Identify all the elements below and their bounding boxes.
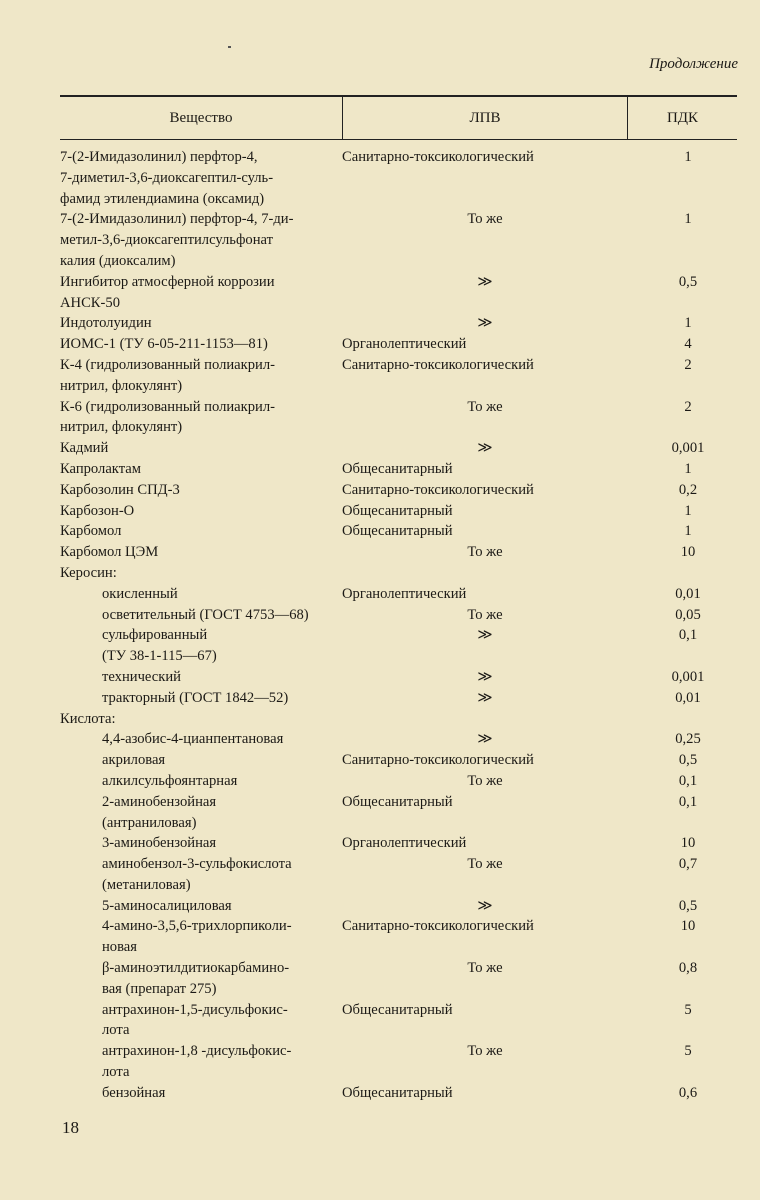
pdk-cell: 0,05 [675, 606, 701, 623]
pdk-cell: 10 [680, 544, 696, 561]
page-number: 18 [62, 1118, 79, 1137]
lpv-cell: Общесанитарный [342, 502, 453, 519]
continuation-label: Продолжение [649, 56, 738, 72]
substance-cell [60, 605, 342, 626]
table-row [60, 958, 740, 1000]
pdk-cell: 0,1 [678, 627, 698, 644]
substance-line: (ТУ 38-1-115—67) [102, 648, 217, 665]
substance-line: вая (препарат 275) [102, 980, 217, 997]
table-row [60, 709, 740, 730]
substance-cell [60, 688, 342, 709]
pdk-cell: 0,7 [678, 856, 698, 873]
substance-line: Карбозон-О [60, 502, 135, 519]
lpv-cell: Общесанитарный [342, 793, 453, 810]
table-row [60, 147, 740, 209]
substance-line: Карбозолин СПД-3 [60, 481, 180, 498]
table-row [60, 729, 740, 750]
lpv-cell: То же [467, 606, 503, 623]
substance-line: Индотолуидин [60, 315, 152, 332]
table-row [60, 605, 740, 626]
table-row [60, 438, 740, 459]
substance-cell [60, 792, 342, 834]
substance-cell [60, 272, 342, 314]
substance-cell [60, 896, 342, 917]
table-row [60, 854, 740, 896]
lpv-cell: Органолептический [342, 835, 467, 852]
substance-cell [60, 209, 342, 271]
pdk-cell: 1 [684, 523, 692, 540]
substance-line: Капролактам [60, 460, 141, 477]
lpv-cell: ≫ [477, 668, 493, 685]
table-row [60, 584, 740, 605]
substance-cell [60, 313, 342, 334]
substance-cell [60, 397, 342, 439]
substance-line: 7-(2-Имидазолинил) перфтор-4, [60, 149, 258, 165]
pdk-cell: 0,25 [675, 731, 701, 748]
pdk-cell: 0,1 [678, 793, 698, 810]
table-row [60, 688, 740, 709]
substance-cell [60, 771, 342, 792]
substance-line: К-6 (гидролизованный полиакрил- [60, 398, 275, 415]
pdk-cell: 0,001 [671, 668, 705, 685]
substance-cell [60, 584, 342, 605]
lpv-cell: ≫ [477, 731, 493, 748]
table-row [60, 313, 740, 334]
table-row [60, 1041, 740, 1083]
lpv-cell: ≫ [477, 627, 493, 644]
substance-cell [60, 667, 342, 688]
table-row [60, 334, 740, 355]
substance-line: К-4 (гидролизованный полиакрил- [60, 356, 275, 373]
table-row [60, 459, 740, 480]
substance-line: 7-диметил-3,6-диоксагептил-суль- [60, 169, 274, 186]
substance-cell [60, 355, 342, 397]
lpv-cell: То же [467, 960, 503, 977]
substance-line: антрахинон-1,8 -дисульфокис- [102, 1043, 292, 1060]
substance-cell [60, 563, 342, 584]
substance-cell [60, 750, 342, 771]
lpv-cell: Общесанитарный [342, 460, 453, 477]
substance-cell [60, 833, 342, 854]
pdk-cell: 5 [684, 1001, 692, 1018]
table-row [60, 209, 740, 271]
print-speck [228, 46, 231, 48]
lpv-cell [342, 563, 628, 584]
pdk-cell: 2 [684, 356, 692, 373]
pdk-cell: 0,1 [678, 772, 698, 789]
substance-cell [60, 709, 342, 730]
lpv-cell: Санитарно-токсикологический [342, 149, 534, 165]
lpv-cell: То же [467, 544, 503, 561]
substance-cell [60, 1000, 342, 1042]
substance-line: Карбомол [60, 523, 122, 540]
substance-line: (антраниловая) [102, 814, 197, 831]
pdk-cell: 0,5 [678, 273, 698, 290]
lpv-cell: Органолептический [342, 336, 467, 353]
pdk-cell: 0,6 [678, 1084, 698, 1101]
lpv-cell: Санитарно-токсикологический [342, 481, 534, 498]
table-row [60, 833, 740, 854]
substance-line: метил-3,6-диоксагептилсульфонат [60, 232, 274, 249]
pdk-cell: 0,001 [671, 440, 705, 457]
table-row [60, 625, 740, 667]
substance-line: фамид этилендиамина (оксамид) [60, 190, 265, 207]
pdk-cell: 4 [684, 336, 692, 353]
substance-line: ИОМС-1 (ТУ 6-05-211-1153—81) [60, 336, 268, 353]
table-row [60, 272, 740, 314]
substance-line: акриловая [102, 752, 166, 769]
table-row [60, 501, 740, 522]
substance-cell [60, 958, 342, 1000]
pdk-cell: 10 [680, 835, 696, 852]
substance-line: Керосин: [60, 564, 117, 581]
lpv-cell: То же [467, 856, 503, 873]
substance-cell [60, 1083, 342, 1104]
substance-line: сульфированный [102, 627, 208, 644]
substance-line: антрахинон-1,5-дисульфокис- [102, 1001, 288, 1018]
pdk-cell: 5 [684, 1043, 692, 1060]
substance-line: Кадмий [60, 440, 109, 457]
table-row [60, 563, 740, 584]
substance-line: (метаниловая) [102, 876, 191, 893]
lpv-cell: ≫ [477, 440, 493, 457]
pdk-cell: 1 [684, 149, 692, 165]
pdk-cell: 10 [680, 918, 696, 935]
lpv-cell: Общесанитарный [342, 523, 453, 540]
pdk-cell [628, 709, 740, 730]
substance-line: технический [102, 668, 181, 685]
substance-line: 5-аминосалициловая [102, 897, 232, 914]
substance-line: β-аминоэтилдитиокарбамино- [102, 960, 290, 977]
pdk-cell: 0,8 [678, 960, 698, 977]
lpv-cell: Санитарно-токсикологический [342, 356, 534, 373]
pdk-cell: 0,01 [675, 585, 701, 602]
pdk-cell: 2 [684, 398, 692, 415]
table-body [60, 147, 740, 1104]
substance-line: бензойная [102, 1084, 166, 1101]
substance-cell [60, 916, 342, 958]
substance-cell [60, 480, 342, 501]
substance-cell [60, 438, 342, 459]
substance-cell [60, 729, 342, 750]
pdk-cell: 1 [684, 502, 692, 519]
substance-line: нитрил, флокулянт) [60, 419, 183, 436]
pdk-cell: 0,2 [678, 481, 698, 498]
substance-line: нитрил, флокулянт) [60, 377, 183, 394]
substance-line: алкилсульфоянтарная [102, 772, 238, 789]
substance-cell [60, 334, 342, 355]
pdk-cell [628, 563, 740, 584]
lpv-cell: Общесанитарный [342, 1084, 453, 1101]
substance-line: АНСК-50 [60, 294, 120, 311]
substance-cell [60, 147, 342, 209]
header-lpv: ЛПВ [343, 97, 628, 139]
substance-line: 4,4-азобис-4-цианпентановая [102, 731, 284, 748]
substance-cell [60, 854, 342, 896]
lpv-cell: ≫ [477, 273, 493, 290]
table-row [60, 750, 740, 771]
pdk-cell: 1 [684, 315, 692, 332]
substance-line: тракторный (ГОСТ 1842—52) [102, 689, 289, 706]
lpv-cell: Органолептический [342, 585, 467, 602]
table-row [60, 667, 740, 688]
table-row [60, 896, 740, 917]
lpv-cell: То же [467, 398, 503, 415]
table-row [60, 397, 740, 439]
substance-line: 4-амино-3,5,6-трихлорпиколи- [102, 918, 292, 935]
substance-line: лота [102, 1064, 130, 1081]
substance-line: аминобензол-3-сульфокислота [102, 856, 292, 873]
substance-line: Карбомол ЦЭМ [60, 544, 159, 561]
substance-line: окисленный [102, 585, 178, 602]
table-row [60, 521, 740, 542]
table-row [60, 1083, 740, 1104]
table-row [60, 1000, 740, 1042]
lpv-cell: То же [467, 772, 503, 789]
lpv-cell: Общесанитарный [342, 1001, 453, 1018]
table-row [60, 542, 740, 563]
pdk-cell: 0,01 [675, 689, 701, 706]
substance-line: новая [102, 939, 137, 956]
substance-line: Ингибитор атмосферной коррозии [60, 273, 275, 290]
substance-cell [60, 542, 342, 563]
substance-line: Кислота: [60, 710, 116, 727]
pdk-cell: 1 [684, 460, 692, 477]
substance-cell [60, 1041, 342, 1083]
lpv-cell: То же [467, 1043, 503, 1060]
substance-cell [60, 625, 342, 667]
table-row [60, 771, 740, 792]
table-header [60, 95, 737, 140]
table-row [60, 355, 740, 397]
lpv-cell: То же [467, 211, 503, 228]
lpv-cell: Санитарно-токсикологический [342, 918, 534, 935]
pdk-cell: 0,5 [678, 897, 698, 914]
substance-line: лота [102, 1022, 130, 1039]
substance-line: 3-аминобензойная [102, 835, 217, 852]
lpv-cell: ≫ [477, 689, 493, 706]
substance-line: 7-(2-Имидазолинил) перфтор-4, 7-ди- [60, 211, 294, 228]
table-row [60, 480, 740, 501]
lpv-cell [342, 709, 628, 730]
substance-line: осветительный (ГОСТ 4753—68) [102, 606, 309, 623]
table-row [60, 792, 740, 834]
substance-line: 2-аминобензойная [102, 793, 217, 810]
header-substance: Вещество [60, 97, 343, 139]
pdk-cell: 0,5 [678, 752, 698, 769]
lpv-cell: Санитарно-токсикологический [342, 752, 534, 769]
substance-line: калия (диоксалим) [60, 252, 176, 269]
lpv-cell: ≫ [477, 897, 493, 914]
substance-cell [60, 501, 342, 522]
table-row [60, 916, 740, 958]
lpv-cell: ≫ [477, 315, 493, 332]
header-pdk: ПДК [666, 109, 699, 126]
pdk-cell: 1 [684, 211, 692, 228]
substance-cell [60, 521, 342, 542]
substance-cell [60, 459, 342, 480]
